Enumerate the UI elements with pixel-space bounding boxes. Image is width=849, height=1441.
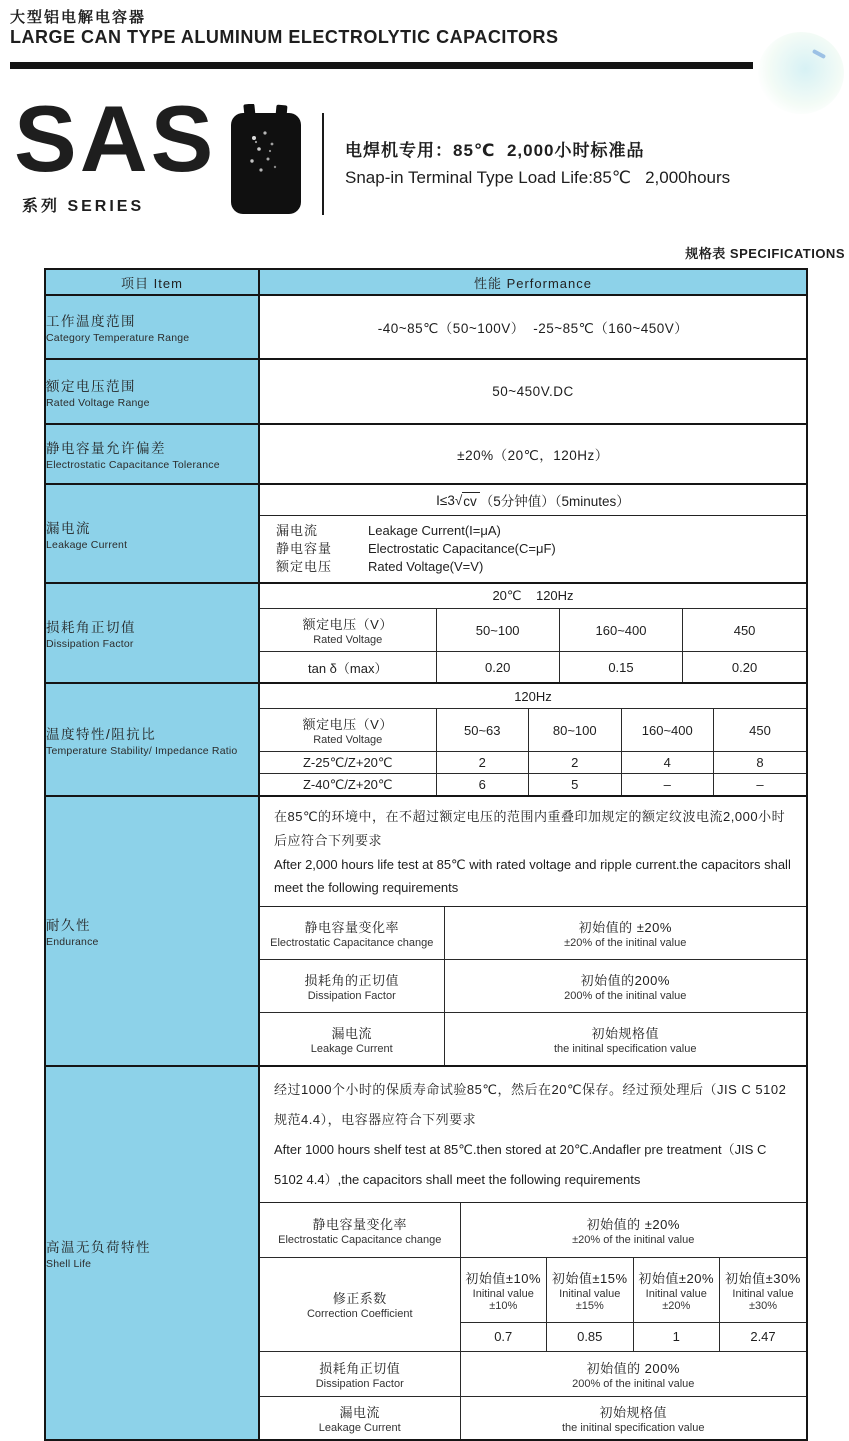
item-label-zh: 损耗角正切值 bbox=[46, 620, 136, 635]
cap-tolerance-value: ±20%（20℃，120Hz） bbox=[457, 448, 609, 463]
series-name: SAS bbox=[14, 86, 217, 191]
temp-range-value: -40~85℃（50~100V） -25~85℃（160~450V） bbox=[377, 321, 689, 336]
legend-en: Electrostatic Capacitance(C=μF) bbox=[368, 541, 556, 556]
condition-label: 120Hz bbox=[260, 684, 806, 709]
voltage-range-value: 50~450V.DC bbox=[492, 384, 574, 399]
value-shelf-life bbox=[259, 1066, 807, 1440]
sub-value-en: the initinal specification value bbox=[554, 1042, 697, 1055]
value-voltage-range bbox=[259, 359, 807, 424]
correction-col bbox=[633, 1257, 720, 1322]
correction-header-row bbox=[260, 1257, 806, 1322]
sub-label-en: Correction Coefficient bbox=[306, 1308, 413, 1321]
sub-value-zh: 初始规格值 bbox=[599, 1404, 667, 1420]
correction-col-zh: 初始值±20% bbox=[638, 1270, 715, 1286]
item-label-en: Rated Voltage Range bbox=[46, 396, 150, 409]
legend-en: Rated Voltage(V=V) bbox=[368, 559, 484, 574]
correction-label bbox=[260, 1257, 460, 1351]
sub-value-en: 200% of the initinal value bbox=[564, 989, 687, 1002]
sub-value bbox=[444, 907, 806, 960]
shelf-leakage-row bbox=[260, 1396, 806, 1439]
item-label-zh: 工作温度范围 bbox=[46, 314, 136, 329]
sub-label-zh: 漏电流 bbox=[339, 1404, 380, 1420]
z-minus40-label: Z-40℃/Z+20℃ bbox=[260, 774, 436, 796]
sqrt-sign: √ bbox=[454, 492, 463, 508]
formula-suffix: （5分钟值）（5minutes） bbox=[479, 494, 630, 509]
z-value: 8 bbox=[714, 752, 807, 774]
sub-value bbox=[460, 1203, 806, 1258]
formula-root: cv bbox=[462, 492, 480, 509]
tan-delta-row bbox=[260, 652, 806, 683]
sub-value bbox=[460, 1396, 806, 1439]
sub-value bbox=[460, 1351, 806, 1396]
shelf-life-table bbox=[260, 1203, 806, 1439]
header-en: Rated Voltage bbox=[313, 734, 383, 746]
legend-zh: 额定电压 bbox=[276, 559, 333, 574]
row-voltage-range bbox=[45, 359, 807, 424]
correction-col-zh: 初始值±30% bbox=[725, 1270, 801, 1286]
correction-col-en: Initinal value ±30% bbox=[732, 1287, 794, 1312]
z-minus25-label: Z-25℃/Z+20℃ bbox=[260, 752, 436, 774]
legend-zh: 漏电流 bbox=[276, 523, 319, 538]
sub-label bbox=[260, 1396, 460, 1439]
sub-label-zh: 静电容量变化率 bbox=[304, 919, 399, 935]
item-label-en: Temperature Stability/ Impedance Ratio bbox=[46, 744, 238, 757]
sub-label bbox=[260, 1012, 444, 1065]
correction-value: 0.85 bbox=[547, 1322, 634, 1351]
sub-label-en: Leakage Current bbox=[310, 1042, 393, 1055]
z-value: 2 bbox=[529, 752, 622, 774]
col-450: 450 bbox=[683, 609, 806, 652]
item-label-en: Endurance bbox=[46, 935, 99, 948]
correction-col-zh: 初始值±10% bbox=[465, 1270, 542, 1286]
rated-voltage-header bbox=[260, 709, 436, 752]
value-temp-range bbox=[259, 295, 807, 359]
col-160-400: 160~400 bbox=[559, 609, 682, 652]
temp-stability-table bbox=[260, 684, 806, 795]
item-temp-stability bbox=[45, 683, 259, 796]
item-dissipation-factor bbox=[45, 583, 259, 683]
sub-label-zh: 修正系数 bbox=[332, 1291, 387, 1307]
condition-label: 20℃ 120Hz bbox=[260, 584, 806, 609]
legend-zh: 静电容量 bbox=[276, 541, 333, 556]
sub-label-en: Leakage Current bbox=[318, 1421, 401, 1434]
tan-value: 0.20 bbox=[683, 652, 806, 683]
col-header-performance: 性能 Performance bbox=[259, 269, 807, 295]
z-minus25-row bbox=[260, 752, 806, 774]
temp-stability-header-row bbox=[260, 709, 806, 752]
series-desc-en: Snap-in Terminal Type Load Life:85℃ 2,000hours bbox=[345, 168, 731, 187]
formula-prefix: I≤3 bbox=[436, 492, 455, 508]
sub-label-en: Electrostatic Capacitance change bbox=[270, 936, 434, 949]
item-temp-range bbox=[45, 295, 259, 359]
correction-col bbox=[460, 1257, 547, 1322]
tan-delta-label: tan δ（max） bbox=[260, 652, 436, 683]
sub-label-zh: 损耗角正切值 bbox=[319, 1360, 401, 1376]
col-50-100: 50~100 bbox=[436, 609, 559, 652]
row-endurance bbox=[45, 796, 807, 1066]
row-dissipation-factor bbox=[45, 583, 807, 683]
item-label-en: Dissipation Factor bbox=[46, 638, 134, 650]
item-label-zh: 漏电流 bbox=[46, 520, 91, 536]
item-label-zh: 静电容量允许偏差 bbox=[46, 441, 166, 456]
row-temp-range bbox=[45, 295, 807, 359]
value-dissipation-factor bbox=[259, 583, 807, 683]
value-endurance bbox=[259, 796, 807, 1066]
header-en: Rated Voltage bbox=[313, 634, 383, 646]
endurance-desc-zh: 在85℃的环境中，在不超过额定电压的范围内重叠印加规定的额定纹波电流2,000小时后应符合下列要求 bbox=[274, 809, 786, 849]
correction-value: 2.47 bbox=[720, 1322, 807, 1351]
item-shelf-life bbox=[45, 1066, 259, 1440]
capacitor-icon bbox=[228, 104, 304, 221]
endurance-desc-en: After 2,000 hours life test at 85℃ with rated voltage and ripple current.the capacitors shall meet the following requirements bbox=[274, 857, 791, 896]
item-endurance bbox=[45, 796, 259, 1066]
rated-voltage-header bbox=[260, 609, 436, 652]
table-header-row bbox=[45, 269, 807, 295]
correction-value: 0.7 bbox=[460, 1322, 547, 1351]
sub-value bbox=[444, 959, 806, 1012]
sub-label-zh: 漏电流 bbox=[331, 1025, 372, 1041]
correction-col-zh: 初始值±15% bbox=[551, 1270, 628, 1286]
sub-value-en: 200% of the initinal value bbox=[572, 1377, 695, 1390]
sub-value-zh: 初始值的 ±20% bbox=[578, 919, 672, 935]
sub-value-en: ±20% of the initinal value bbox=[572, 1233, 695, 1246]
z-value: 4 bbox=[621, 752, 714, 774]
endurance-table bbox=[260, 907, 806, 1065]
correction-value: 1 bbox=[633, 1322, 720, 1351]
col-160-400: 160~400 bbox=[621, 709, 714, 752]
sub-label-en: Dissipation Factor bbox=[307, 989, 396, 1002]
row-leakage-current bbox=[45, 484, 807, 583]
z-value: 6 bbox=[436, 774, 529, 796]
page-title-zh: 大型铝电解电容器 bbox=[10, 9, 147, 26]
endurance-leakage-row bbox=[260, 1012, 806, 1065]
item-label-zh: 耐久性 bbox=[46, 917, 91, 933]
sub-value-en: the initinal specification value bbox=[562, 1421, 705, 1434]
sub-label-zh: 损耗角的正切值 bbox=[304, 972, 399, 988]
tan-value: 0.20 bbox=[436, 652, 559, 683]
item-cap-tolerance bbox=[45, 424, 259, 484]
leakage-legend bbox=[260, 516, 806, 582]
sub-label bbox=[260, 959, 444, 1012]
z-value: 5 bbox=[529, 774, 622, 796]
row-shelf-life bbox=[45, 1066, 807, 1440]
correction-col-en: Initinal value ±20% bbox=[645, 1287, 707, 1312]
item-leakage-current bbox=[45, 484, 259, 583]
specifications-label: 规格表 SPECIFICATIONS bbox=[685, 246, 845, 261]
col-450: 450 bbox=[714, 709, 807, 752]
item-label-zh: 额定电压范围 bbox=[46, 378, 136, 394]
sub-value-zh: 初始值的 200% bbox=[586, 1360, 680, 1376]
value-temp-stability bbox=[259, 683, 807, 796]
z-value: – bbox=[621, 774, 714, 796]
sub-label bbox=[260, 1203, 460, 1258]
value-leakage-current bbox=[259, 484, 807, 583]
spec-table bbox=[44, 268, 808, 1441]
sub-value-zh: 初始值的200% bbox=[580, 972, 670, 988]
divider-line bbox=[322, 113, 324, 215]
shelf-desc-zh: 经过1000个小时的保质寿命试验85℃，然后在20℃保存。经过预处理后（JIS C 5102规范4.4），电容器应符合下列要求 bbox=[274, 1081, 787, 1127]
legend-row bbox=[276, 540, 796, 558]
legend-row bbox=[276, 558, 796, 576]
watermark-smudge bbox=[758, 32, 844, 114]
sub-value-en: ±20% of the initinal value bbox=[564, 936, 687, 949]
sub-value-zh: 初始值的 ±20% bbox=[586, 1216, 680, 1232]
endurance-dissipation-row bbox=[260, 959, 806, 1012]
leakage-formula bbox=[260, 485, 806, 516]
dissipation-table bbox=[260, 584, 806, 682]
row-cap-tolerance bbox=[45, 424, 807, 484]
item-label-zh: 高温无负荷特性 bbox=[46, 1239, 151, 1255]
item-label-en: Shell Life bbox=[46, 1257, 92, 1270]
col-80-100: 80~100 bbox=[529, 709, 622, 752]
col-50-63: 50~63 bbox=[436, 709, 529, 752]
sub-label bbox=[260, 907, 444, 960]
legend-en: Leakage Current(I=μA) bbox=[368, 523, 501, 538]
row-temp-stability bbox=[45, 683, 807, 796]
item-voltage-range bbox=[45, 359, 259, 424]
shelf-life-description bbox=[260, 1067, 806, 1203]
sub-value-zh: 初始规格值 bbox=[591, 1025, 659, 1041]
correction-col-en: Initinal value ±15% bbox=[559, 1287, 621, 1312]
z-value: – bbox=[714, 774, 807, 796]
endurance-description bbox=[260, 797, 806, 907]
z-minus40-row bbox=[260, 774, 806, 796]
item-label-zh: 温度特性/阻抗比 bbox=[46, 726, 157, 742]
endurance-cap-change-row bbox=[260, 907, 806, 960]
header-rule bbox=[10, 62, 753, 69]
legend-row bbox=[276, 522, 796, 540]
value-cap-tolerance bbox=[259, 424, 807, 484]
sub-value bbox=[444, 1012, 806, 1065]
series-label: 系列 SERIES bbox=[22, 198, 145, 215]
dissipation-header-row bbox=[260, 609, 806, 652]
item-label-en: Leakage Current bbox=[46, 538, 128, 551]
series-desc-zh: 电焊机专用：85℃ 2,000小时标准品 bbox=[345, 141, 645, 160]
col-header-item: 项目 Item bbox=[45, 269, 259, 295]
correction-col bbox=[720, 1257, 807, 1322]
tan-value: 0.15 bbox=[559, 652, 682, 683]
header-zh: 额定电压（V） bbox=[302, 717, 393, 732]
sub-label-en: Dissipation Factor bbox=[315, 1377, 404, 1390]
shelf-desc-en: After 1000 hours shelf test at 85℃.then stored at 20℃.Andafler pre treatment（JIS C 5102 4.4）,the capacitors shall meet the following requirements bbox=[274, 1141, 767, 1188]
shelf-dissipation-row bbox=[260, 1351, 806, 1396]
item-label-en: Category Temperature Range bbox=[46, 332, 190, 344]
sub-label-zh: 静电容量变化率 bbox=[312, 1216, 407, 1232]
shelf-cap-change-row bbox=[260, 1203, 806, 1258]
item-label-en: Electrostatic Capacitance Tolerance bbox=[46, 459, 220, 471]
page-title-en: LARGE CAN TYPE ALUMINUM ELECTROLYTIC CAPACITORS bbox=[10, 27, 559, 47]
sub-label bbox=[260, 1351, 460, 1396]
correction-col bbox=[547, 1257, 634, 1322]
correction-col-en: Initinal value ±10% bbox=[472, 1287, 534, 1312]
sub-label-en: Electrostatic Capacitance change bbox=[278, 1233, 442, 1246]
z-value: 2 bbox=[436, 752, 529, 774]
header-zh: 额定电压（V） bbox=[302, 617, 393, 632]
